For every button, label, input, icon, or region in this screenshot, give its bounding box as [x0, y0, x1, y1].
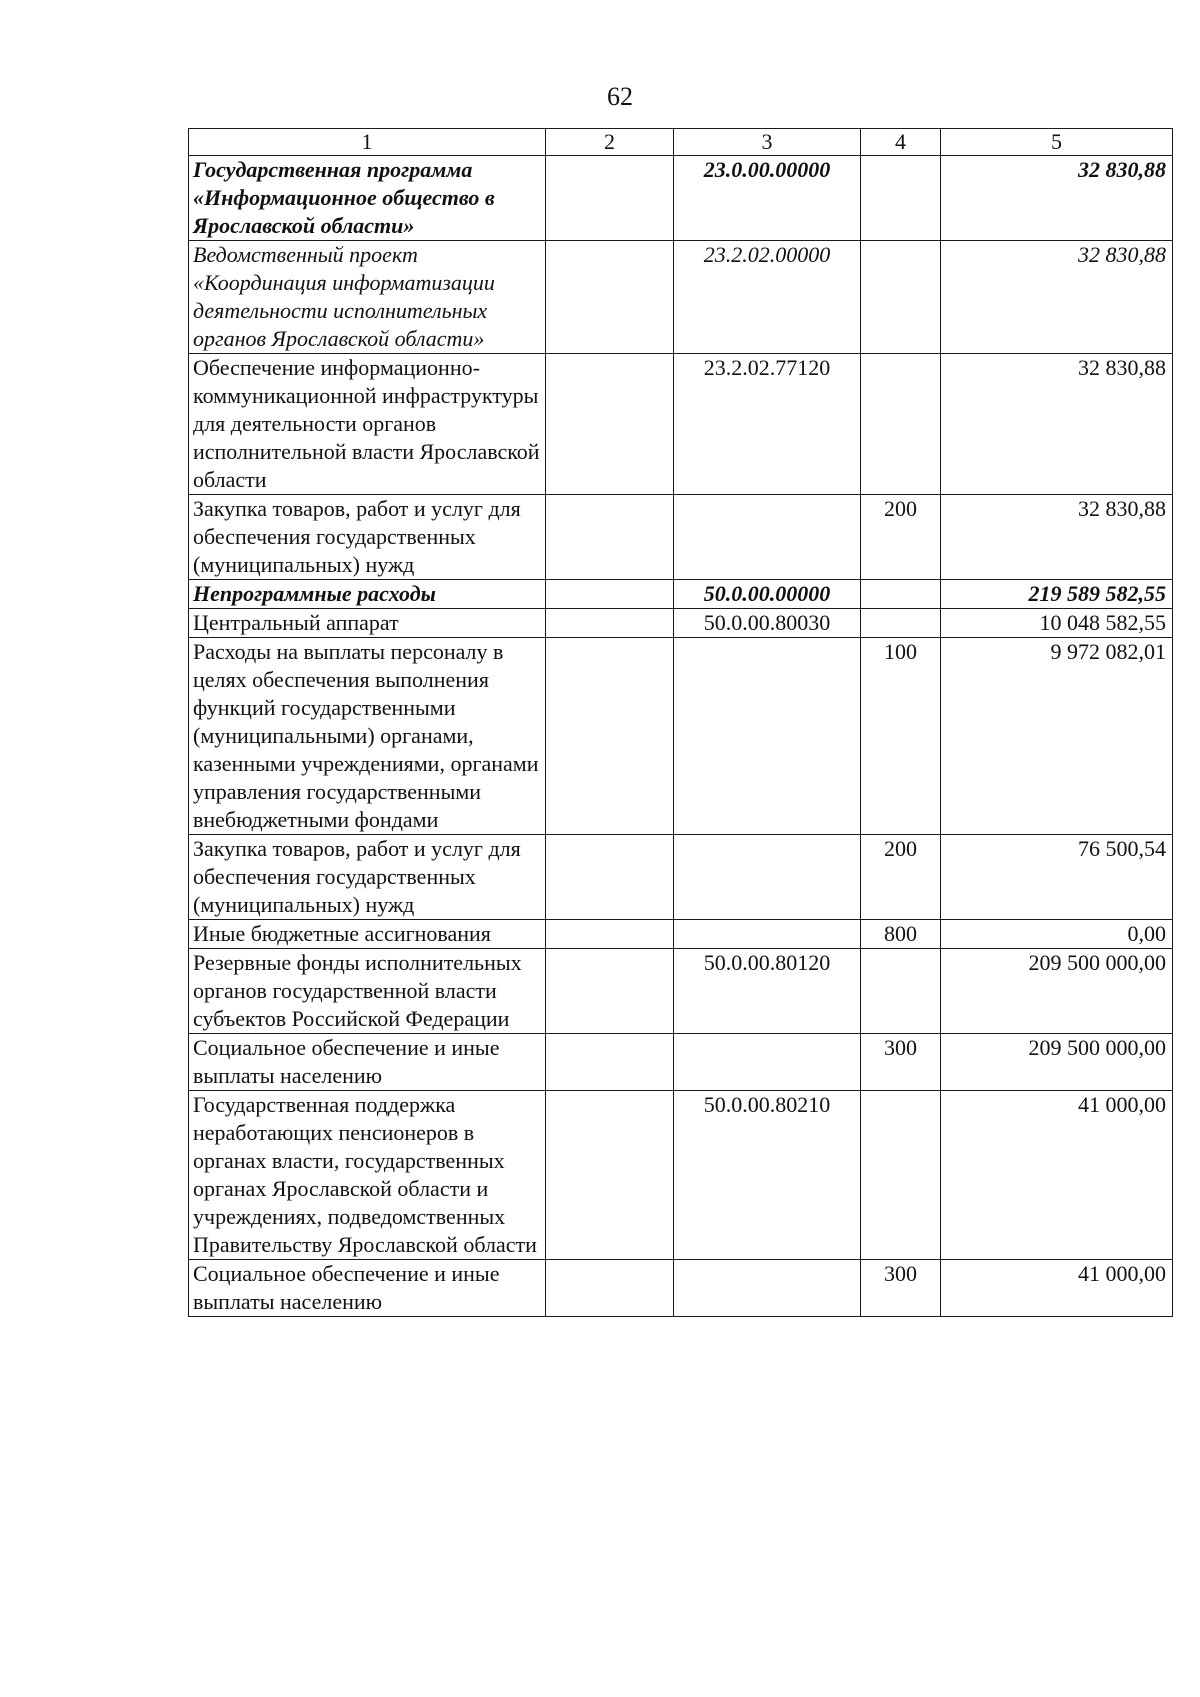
- row-code: 50.0.00.00000: [674, 580, 861, 609]
- row-expense-type: [861, 241, 941, 354]
- row-name: Непрограммные расходы: [189, 580, 546, 609]
- row-code: [674, 1260, 861, 1317]
- row-name: Закупка товаров, работ и услуг для обеспечения государственных (муниципальных) нужд: [189, 495, 546, 580]
- row-col2: [546, 835, 674, 920]
- header-row: [189, 129, 1173, 156]
- row-amount: 0,00: [941, 920, 1173, 949]
- row-name: Государственная поддержка неработающих пенсионеров в органах власти, государственных органах Ярославской области и учреждениях, подведомственных Правительству Ярославской области: [189, 1091, 546, 1260]
- row-amount: 9 972 082,01: [941, 638, 1173, 835]
- table-row: [189, 580, 1173, 609]
- row-amount: 32 830,88: [941, 354, 1173, 495]
- table-header: [189, 129, 1173, 156]
- row-expense-type: [861, 580, 941, 609]
- row-amount: 41 000,00: [941, 1091, 1173, 1260]
- table-row: [189, 354, 1173, 495]
- row-col2: [546, 580, 674, 609]
- row-amount: 219 589 582,55: [941, 580, 1173, 609]
- row-amount: 209 500 000,00: [941, 949, 1173, 1034]
- row-code: [674, 638, 861, 835]
- row-name: Государственная программа «Информационное общество в Ярославской области»: [189, 156, 546, 241]
- table-row: [189, 638, 1173, 835]
- row-name: Социальное обеспечение и иные выплаты населению: [189, 1260, 546, 1317]
- row-col2: [546, 1091, 674, 1260]
- row-expense-type: 300: [861, 1034, 941, 1091]
- row-name: Социальное обеспечение и иные выплаты населению: [189, 1034, 546, 1091]
- row-expense-type: [861, 156, 941, 241]
- row-name: Закупка товаров, работ и услуг для обеспечения государственных (муниципальных) нужд: [189, 835, 546, 920]
- row-expense-type: 800: [861, 920, 941, 949]
- row-expense-type: [861, 354, 941, 495]
- row-amount: 32 830,88: [941, 495, 1173, 580]
- table-row: [189, 156, 1173, 241]
- table-row: [189, 1260, 1173, 1317]
- row-expense-type: 300: [861, 1260, 941, 1317]
- row-amount: 10 048 582,55: [941, 609, 1173, 638]
- row-col2: [546, 1260, 674, 1317]
- row-col2: [546, 920, 674, 949]
- table-body: [189, 156, 1173, 1317]
- row-code: 23.0.00.00000: [674, 156, 861, 241]
- table-row: [189, 609, 1173, 638]
- header-cell-3: 3: [674, 129, 861, 156]
- table-row: [189, 835, 1173, 920]
- row-amount: 32 830,88: [941, 156, 1173, 241]
- row-name: Ведомственный проект «Координация информатизации деятельности исполнительных органов Ярославской области»: [189, 241, 546, 354]
- row-name: Обеспечение информационно-коммуникационной инфраструктуры для деятельности органов исполнительной власти Ярославской области: [189, 354, 546, 495]
- row-expense-type: [861, 1091, 941, 1260]
- row-col2: [546, 949, 674, 1034]
- row-amount: 76 500,54: [941, 835, 1173, 920]
- row-name: Расходы на выплаты персоналу в целях обеспечения выполнения функций государственными (муниципальными) органами, казенными учреждениями, органами управления государственными внебюджетными фондами: [189, 638, 546, 835]
- budget-table: [188, 128, 1173, 1317]
- row-amount: 209 500 000,00: [941, 1034, 1173, 1091]
- row-code: [674, 920, 861, 949]
- row-expense-type: 100: [861, 638, 941, 835]
- row-expense-type: [861, 949, 941, 1034]
- row-col2: [546, 609, 674, 638]
- row-expense-type: 200: [861, 495, 941, 580]
- header-cell-2: 2: [546, 129, 674, 156]
- header-cell-5: 5: [941, 129, 1173, 156]
- row-name: Иные бюджетные ассигнования: [189, 920, 546, 949]
- row-expense-type: [861, 609, 941, 638]
- header-cell-1: 1: [189, 129, 546, 156]
- header-cell-4: 4: [861, 129, 941, 156]
- row-col2: [546, 495, 674, 580]
- table-row: [189, 1091, 1173, 1260]
- row-amount: 32 830,88: [941, 241, 1173, 354]
- row-code: [674, 1034, 861, 1091]
- row-expense-type: 200: [861, 835, 941, 920]
- row-code: [674, 835, 861, 920]
- row-col2: [546, 638, 674, 835]
- row-code: [674, 495, 861, 580]
- row-col2: [546, 354, 674, 495]
- row-code: 50.0.00.80210: [674, 1091, 861, 1260]
- row-col2: [546, 241, 674, 354]
- row-code: 50.0.00.80120: [674, 949, 861, 1034]
- table-row: [189, 241, 1173, 354]
- table-row: [189, 920, 1173, 949]
- row-code: 23.2.02.00000: [674, 241, 861, 354]
- row-code: 50.0.00.80030: [674, 609, 861, 638]
- row-name: Резервные фонды исполнительных органов государственной власти субъектов Российской Федерации: [189, 949, 546, 1034]
- row-amount: 41 000,00: [941, 1260, 1173, 1317]
- table-row: [189, 949, 1173, 1034]
- table-row: [189, 1034, 1173, 1091]
- row-name: Центральный аппарат: [189, 609, 546, 638]
- table-row: [189, 495, 1173, 580]
- page-number: 62: [607, 82, 633, 111]
- row-code: 23.2.02.77120: [674, 354, 861, 495]
- row-col2: [546, 1034, 674, 1091]
- row-col2: [546, 156, 674, 241]
